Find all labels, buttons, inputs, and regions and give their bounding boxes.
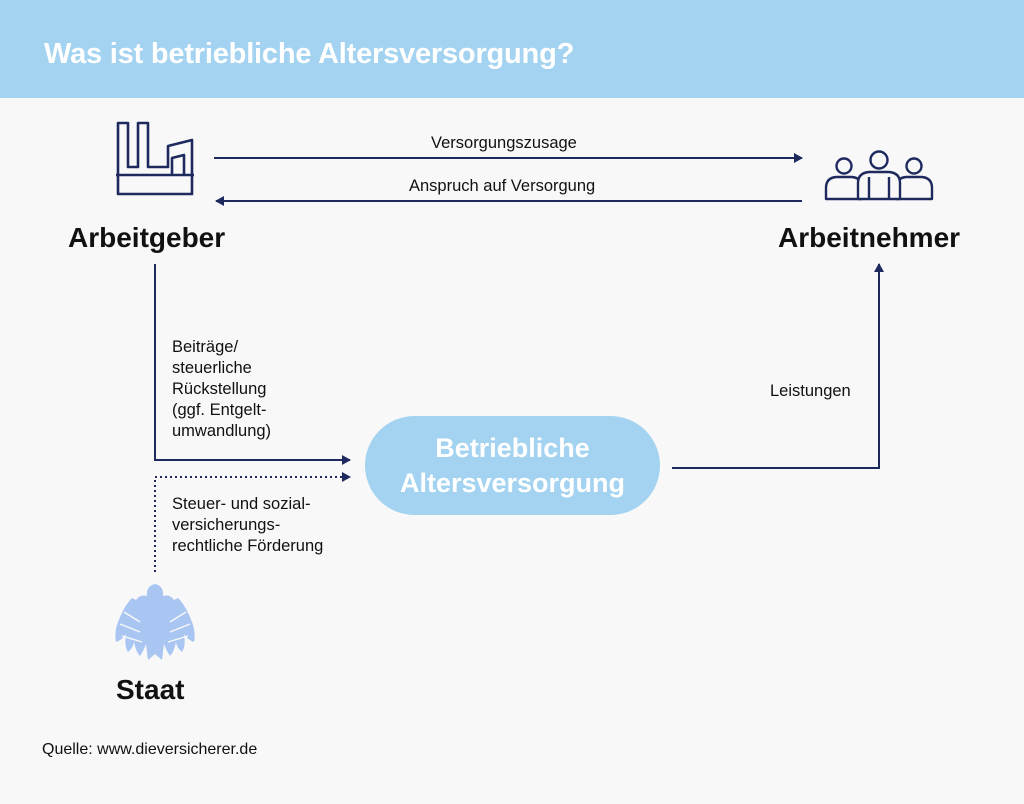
source-note: Quelle: www.dieversicherer.de: [42, 741, 258, 758]
edge-label-subsidy: Steuer- und sozial- versicherungs- rechtliche Förderung: [172, 495, 324, 555]
federal-eagle-icon: [115, 584, 194, 660]
edge-label-contributions: Beiträge/ steuerliche Rückstellung (ggf. Entgelt- umwandlung): [172, 338, 272, 440]
center-node-label: Betriebliche Altersversorgung: [399, 432, 626, 498]
node-employer-label: Arbeitgeber: [68, 222, 226, 253]
node-state-label: Staat: [116, 674, 185, 705]
edge-label-commitment: Versorgungszusage: [431, 134, 577, 152]
edge-label-claim: Anspruch auf Versorgung: [409, 177, 596, 195]
page-title: Was ist betriebliche Altersversorgung?: [44, 38, 575, 70]
people-group-icon: [826, 152, 932, 200]
center-node-occupational-pension: [365, 416, 660, 515]
factory-icon: [116, 123, 194, 194]
arrow-benefits: [672, 264, 879, 468]
node-employee-label: Arbeitnehmer: [778, 222, 961, 253]
edge-label-benefits: Leistungen: [770, 382, 851, 400]
